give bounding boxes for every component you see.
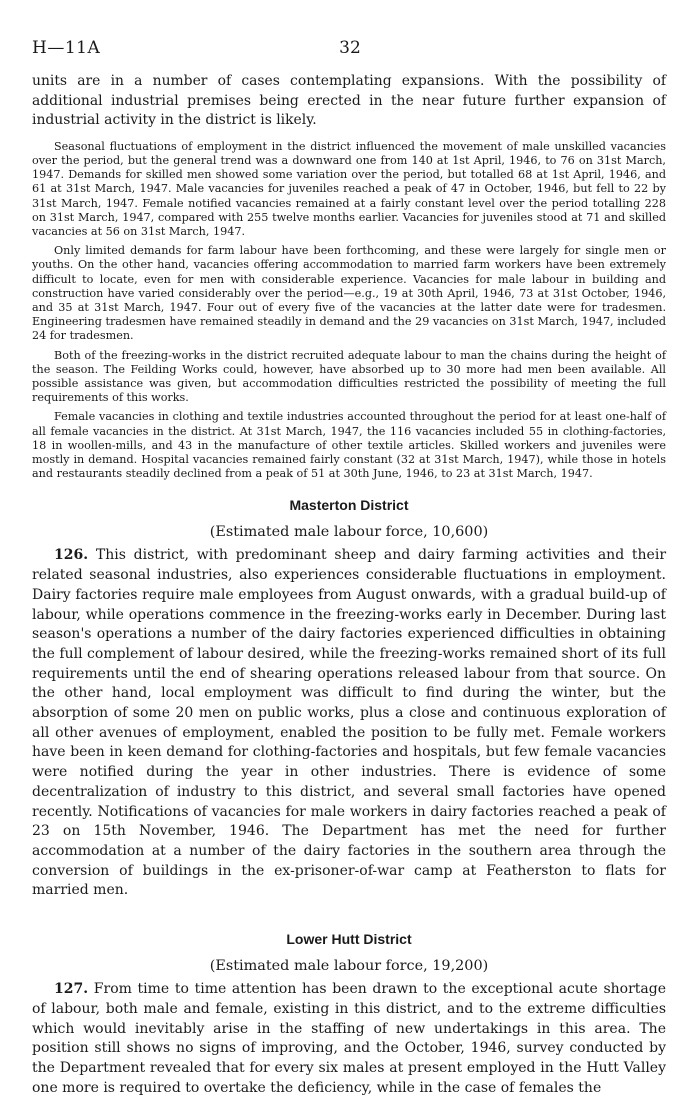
page-body [32, 72, 666, 1098]
paragraph-number: 126. [54, 547, 89, 564]
lower-hutt-heading: Lower Hutt District [286, 931, 412, 948]
page-number: 32 [339, 38, 361, 58]
lower-hutt-text: From time to time attention has been drawn to the exceptional acute shortage of labour, both male and female, existing in this district, and to the extreme difficulties which would inevitably arise in the staffing of new undertakings in this area. The position still shows no signs of improving, and the October, 1946, survey conducted by the Department revealed that for every six males at present employed in the Hutt Valley one more is required to overtake the deficiency, while in the case of females the [32, 981, 667, 1096]
masterton-heading: Masterton District [289, 497, 409, 514]
document-code: H—11A [32, 38, 101, 58]
page-header [32, 38, 668, 62]
paragraph-number: 127. [54, 981, 89, 998]
paragraph-freezing-works: Both of the freezing-works in the district recruited adequate labour to man the chains during the height of the season. The Feilding Works could, however, have absorbed up to 30 more had men been available. All possible assistance was given, but accommodation difficulties restricted the possibility of meeting the full requirements of this works. [32, 348, 666, 405]
paragraph-female-vacancies: Female vacancies in clothing and textile industries accounted throughout the period for at least one-half of all female vacancies in the district. At 31st March, 1947, the 116 vacancies included 55 in clothing-factories, 18 in woollen-mills, and 43 in the manufacture of other textile articles. Skilled workers and juveniles were mostly in demand. Hospital vacancies remained fairly constant (32 at 31st March, 1947), while those in hotels and restaurants steadily declined from a peak of 51 at 30th June, 1946, to 23 at 31st March, 1947. [32, 410, 666, 481]
masterton-subheading: (Estimated male labour force, 10,600) [209, 524, 489, 541]
lower-hutt-subheading: (Estimated male labour force, 19,200) [209, 958, 489, 975]
paragraph-farm-labour: Only limited demands for farm labour have been forthcoming, and these were largely for single men or youths. On the other hand, vacancies offering accommodation to married farm workers have been extremely difficult to locate, even for men with considerable experience. Vacancies for male labour in building and construction have varied considerably over the period—e.g., 19 at 30th April, 1946, 73 at 31st October, 1946, and 35 at 31st March, 1947. Four out of every five of the vacancies at the latter date were for tradesmen. Engineering tradesmen have remained steadily in demand and the 29 vacancies on 31st March, 1947, included 24 for tradesmen. [32, 244, 666, 343]
intro-paragraph: units are in a number of cases contemplating expansions. With the possibility of additional industrial premises being erected in the near future further expansion of industrial activity in the district is likely. [32, 73, 666, 129]
masterton-text: This district, with predominant sheep and dairy farming activities and their related seasonal industries, also experiences considerable fluctuations in employment. Dairy factories require male employees from August onwards, with a gradual build-up of labour, while operations commence in the freezing-works early in December. During last season's operations a number of the dairy factories experienced difficulties in obtaining the full complement of labour desired, while the freezing-works remained short of its full requirements until the end of shearing operations released labour from that source. On the other hand, local employment was difficult to find during the winter, but the absorption of some 20 men on public works, plus a close and continuous exploration of all other avenues of employment, enabled the position to be fully met. Female workers have been in keen demand for clothing-factories and hospitals, but few female vacancies were notified during the year in other industries. There is evidence of some decentralization of industry to this district, and several small factories have opened recently. Notifications of vacancies for male workers in dairy factories reached a peak of 23 on 15th November, 1946. The Department has met the need for further accommodation at a number of the dairy factories in the southern area through the conversion of buildings in the ex-prisoner-of-war camp at Featherston to flats for married men. [32, 547, 667, 899]
masterton-paragraph [32, 546, 666, 901]
lower-hutt-paragraph [32, 980, 666, 1098]
paragraph-vacancy-trends: Seasonal fluctuations of employment in the district influenced the movement of male unskilled vacancies over the period, but the general trend was a downward one from 140 at 1st April, 1946, to 76 on 31st March, 1947. Demands for skilled men showed some variation over the period, but totalled 68 at 1st April, 1946, and 61 at 31st March, 1947. Male vacancies for juveniles reached a peak of 47 in October, 1946, but fell to 22 by 31st March, 1947. Female notified vacancies remained at a fairly constant level over the period totalling 228 on 31st March, 1947, compared with 255 twelve months earlier. Vacancies for juveniles stood at 71 and skilled vacancies at 56 on 31st March, 1947. [32, 139, 666, 238]
